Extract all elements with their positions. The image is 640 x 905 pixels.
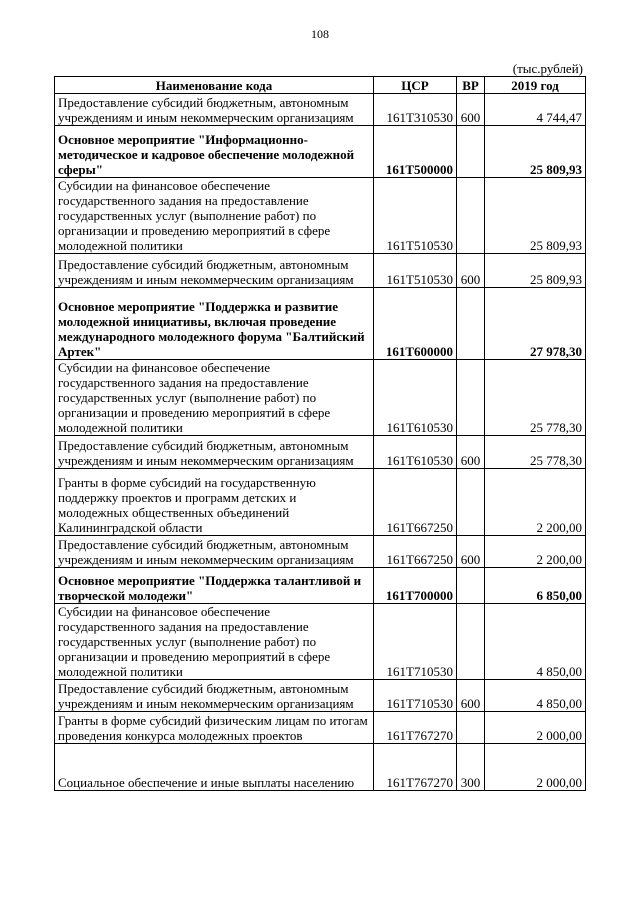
cell-amount: 4 850,00 [485,604,586,680]
cell-code: 161Т700000 [374,568,457,604]
cell-amount: 2 200,00 [485,536,586,568]
table-row [55,744,586,791]
table-row [55,360,586,436]
table-row [55,178,586,254]
cell-vr: 600 [457,436,485,469]
budget-table [54,76,586,791]
cell-amount: 27 978,30 [485,288,586,360]
cell-name: Субсидии на финансовое обеспечение государственного задания на предоставление государственных услуг (выполнение работ) по организации и проведению мероприятий в сфере молодежной политики [55,178,374,254]
header-vr: ВР [457,77,485,94]
cell-code: 161Т500000 [374,126,457,178]
header-name: Наименование кода [55,77,374,94]
table-header-row [55,77,586,94]
cell-name: Социальное обеспечение и иные выплаты населению [55,744,374,791]
table-body [55,94,586,791]
cell-amount: 4 850,00 [485,680,586,712]
cell-name: Предоставление субсидий бюджетным, автономным учреждениям и иным некоммерческим организациям [55,254,374,288]
cell-vr: 600 [457,680,485,712]
cell-vr [457,178,485,254]
cell-code: 161Т667250 [374,469,457,536]
cell-vr [457,288,485,360]
cell-vr [457,126,485,178]
header-amount: 2019 год [485,77,586,94]
cell-code: 161Т767270 [374,712,457,744]
cell-vr: 600 [457,536,485,568]
cell-name: Предоставление субсидий бюджетным, автономным учреждениям и иным некоммерческим организациям [55,94,374,126]
header-code: ЦСР [374,77,457,94]
cell-amount: 25 809,93 [485,178,586,254]
table-row [55,94,586,126]
cell-code: 161Т710530 [374,680,457,712]
table-row [55,536,586,568]
table-row [55,126,586,178]
cell-code: 161Т510530 [374,254,457,288]
cell-name: Гранты в форме субсидий физическим лицам по итогам проведения конкурса молодежных проектов [55,712,374,744]
cell-name: Предоставление субсидий бюджетным, автономным учреждениям и иным некоммерческим организациям [55,536,374,568]
units-label: (тыс.рублей) [512,61,583,76]
table-row [55,436,586,469]
cell-amount: 25 778,30 [485,360,586,436]
cell-amount: 25 778,30 [485,436,586,469]
cell-code: 161Т610530 [374,360,457,436]
cell-amount: 2 200,00 [485,469,586,536]
cell-code: 161Т667250 [374,536,457,568]
cell-amount: 6 850,00 [485,568,586,604]
cell-vr [457,360,485,436]
cell-amount: 25 809,93 [485,126,586,178]
table-row [55,712,586,744]
table-row [55,469,586,536]
cell-amount: 4 744,47 [485,94,586,126]
cell-name: Основное мероприятие "Информационно-методическое и кадровое обеспечение молодежной сферы" [55,126,374,178]
cell-code: 161Т610530 [374,436,457,469]
cell-name: Субсидии на финансовое обеспечение государственного задания на предоставление государственных услуг (выполнение работ) по организации и проведению мероприятий в сфере молодежной политики [55,604,374,680]
table-row [55,288,586,360]
cell-vr [457,469,485,536]
cell-vr: 300 [457,744,485,791]
cell-name: Основное мероприятие "Поддержка талантливой и творческой молодежи" [55,568,374,604]
cell-name: Гранты в форме субсидий на государственную поддержку проектов и программ детских и молодежных общественных объединений Калининградской области [55,469,374,536]
cell-vr [457,712,485,744]
cell-name: Предоставление субсидий бюджетным, автономным учреждениям и иным некоммерческим организациям [55,680,374,712]
cell-amount: 25 809,93 [485,254,586,288]
table-row [55,680,586,712]
cell-code: 161Т310530 [374,94,457,126]
cell-code: 161Т600000 [374,288,457,360]
cell-code: 161Т767270 [374,744,457,791]
cell-vr: 600 [457,94,485,126]
cell-amount: 2 000,00 [485,744,586,791]
cell-vr [457,604,485,680]
cell-name: Субсидии на финансовое обеспечение государственного задания на предоставление государственных услуг (выполнение работ) по организации и проведению мероприятий в сфере молодежной политики [55,360,374,436]
cell-amount: 2 000,00 [485,712,586,744]
cell-vr [457,568,485,604]
table-row [55,254,586,288]
cell-code: 161Т510530 [374,178,457,254]
cell-code: 161Т710530 [374,604,457,680]
table-row [55,568,586,604]
page-number: 108 [311,27,329,41]
cell-vr: 600 [457,254,485,288]
cell-name: Предоставление субсидий бюджетным, автономным учреждениям и иным некоммерческим организациям [55,436,374,469]
cell-name: Основное мероприятие "Поддержка и развитие молодежной инициативы, включая проведение международного молодежного форума "Балтийский Артек" [55,288,374,360]
table-row [55,604,586,680]
